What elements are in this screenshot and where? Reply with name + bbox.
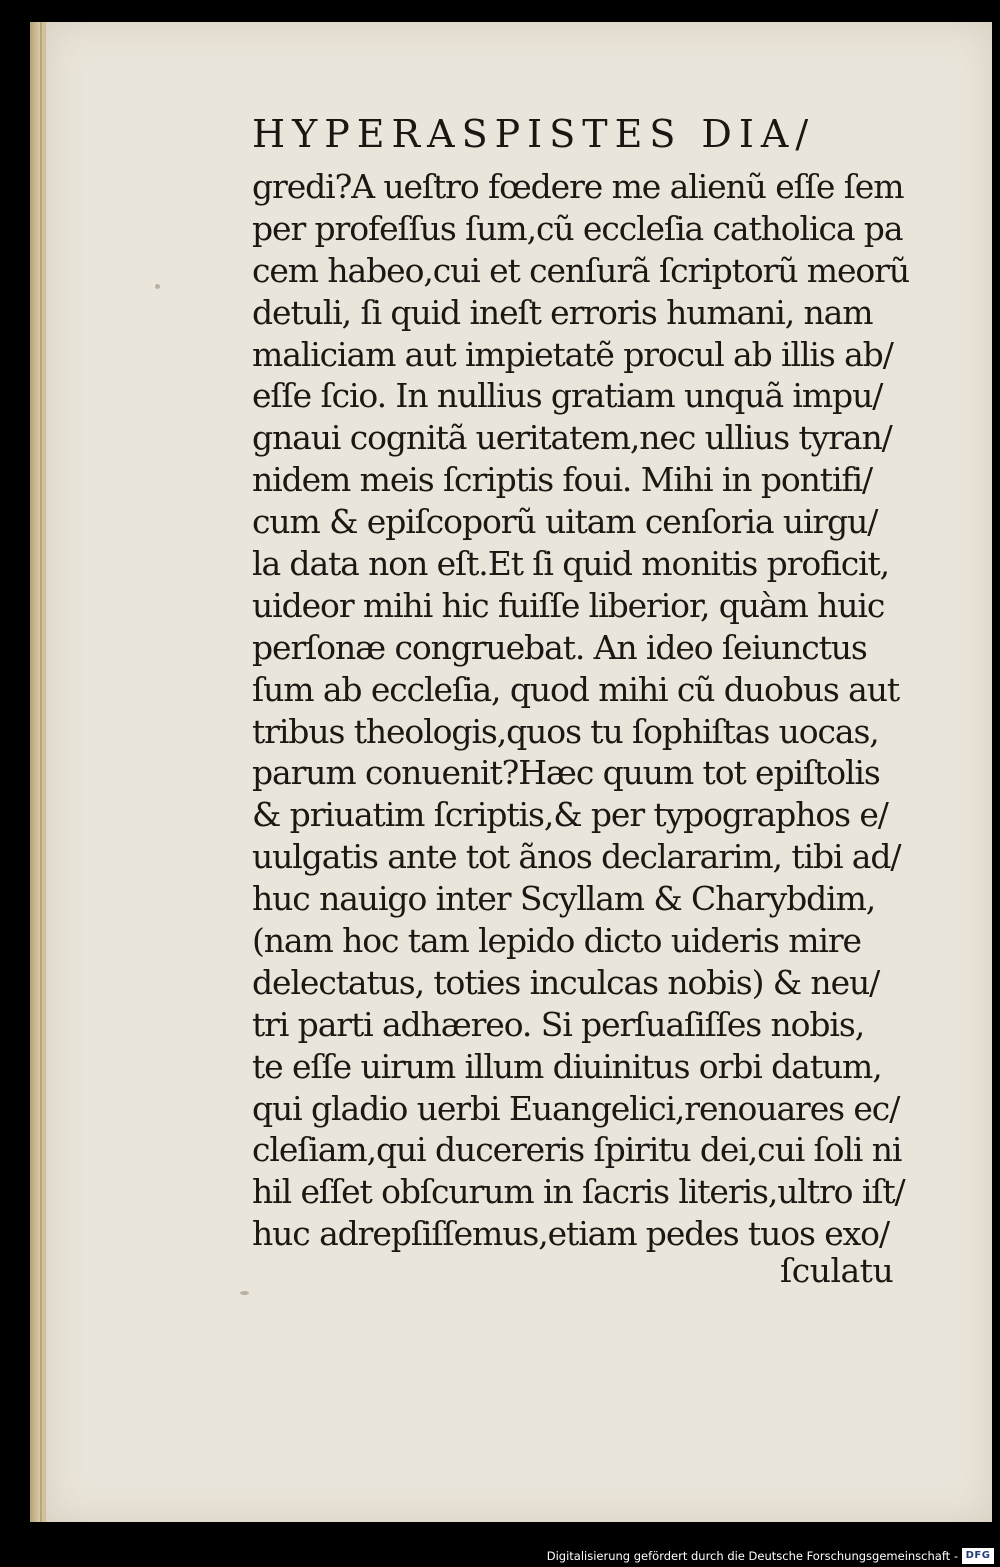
text-line: tri parti adhæreo. Si perſuaſiſſes nobis, <box>252 1004 865 1044</box>
text-line: perſonæ congruebat. An ideo ſeiunctus <box>252 627 867 667</box>
text-line: hil eſſet obſcurum in ſacris literis,ultro iſt/ <box>252 1172 905 1212</box>
text-line: cem habeo,cui et cenſurã ſcriptorũ meorũ <box>252 250 909 290</box>
text-line: cum & epiſcoporũ uitam cenſoria uirgu/ <box>252 502 878 542</box>
text-line: parum conuenit?Hæc quum tot epiſtolis <box>252 753 880 793</box>
text-line: delectatus, toties inculcas nobis) & neu/ <box>252 962 880 1002</box>
text-line: gredi?A ueſtro fœdere me alienũ eſſe ſem <box>252 167 904 206</box>
page-fore-edge-shadow <box>40 22 42 1522</box>
paper-speck <box>155 284 160 289</box>
text-line: uideor mihi hic fuiſſe liberior, quàm huic <box>252 585 885 625</box>
text-line: (nam hoc tam lepido dicto uideris mire <box>252 921 861 961</box>
text-line: ſum ab eccleſia, quod mihi cũ duobus aut <box>252 669 900 709</box>
text-line: huc nauigo inter Scyllam & Charybdim, <box>252 879 876 919</box>
text-line: nidem meis ſcriptis foui. Mihi in pontifi/ <box>252 460 872 500</box>
text-line: tribus theologis,quos tu ſophiſtas uocas, <box>252 711 879 751</box>
text-line: la data non eſt.Et ſi quid monitis proficit, <box>252 544 890 584</box>
text-line: uulgatis ante tot ãnos declararim, tibi ad/ <box>252 837 901 877</box>
dfg-logo: DFG <box>962 1548 994 1564</box>
text-line: & priuatim ſcriptis,& per typographos e/ <box>252 795 888 835</box>
paper-speck <box>240 1291 249 1295</box>
text-line: per profeſſus ſum,cũ eccleſia catholica pa <box>252 208 903 248</box>
text-line: qui gladio uerbi Euangelici,renouares ec/ <box>252 1088 900 1128</box>
text-line: te eſſe uirum illum diuinitus orbi datum, <box>252 1046 882 1086</box>
text-block <box>252 166 912 1255</box>
text-line: maliciam aut impietatẽ procul ab illis ab/ <box>252 334 893 374</box>
text-line: huc adrepſiſſemus,etiam pedes tuos exo/ <box>252 1214 889 1254</box>
text-line: gnaui cognitã ueritatem,nec ullius tyran/ <box>252 418 892 458</box>
catchword: ſculatu <box>780 1251 894 1290</box>
text-line: cleſiam,qui ducereris ſpiritu dei,cui ſoli ni <box>252 1130 902 1170</box>
text-line: detuli, ſi quid ineſt erroris humani, nam <box>252 292 873 332</box>
text-line: eſſe ſcio. In nullius gratiam unquã impu/ <box>252 376 883 416</box>
running-head: HYPERASPISTES DIA/ <box>252 112 816 156</box>
footer-credit: Digitalisierung gefördert durch die Deutsche Forschungsgemeinschaft - <box>546 1549 958 1563</box>
